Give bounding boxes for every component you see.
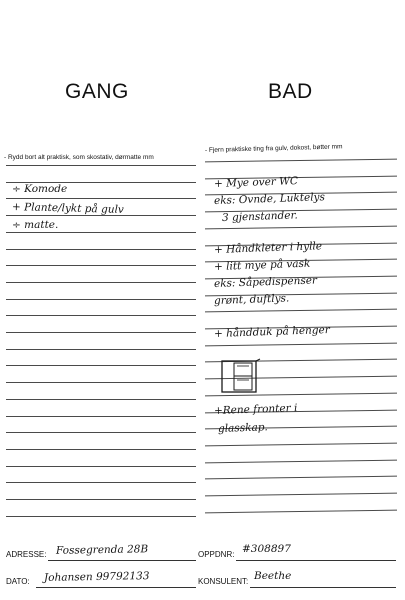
adresse-value: Fossegrenda 28B bbox=[55, 543, 149, 557]
ruled-line bbox=[6, 299, 196, 300]
ruled-line bbox=[6, 349, 196, 350]
dato-value: Johansen 99792133 bbox=[43, 570, 150, 584]
bad-heading: BAD bbox=[268, 80, 313, 103]
konsulent-underline bbox=[250, 587, 396, 588]
konsulent-label: KONSULENT: bbox=[198, 577, 249, 586]
cabinet-sketch bbox=[220, 358, 262, 396]
bad-note: + håndduk på henger bbox=[213, 323, 330, 340]
ruled-line bbox=[6, 416, 196, 417]
bad-note: glasskap. bbox=[217, 421, 268, 435]
ruled-line bbox=[6, 516, 196, 517]
gang-note: + Plante/lykt på gulv bbox=[11, 201, 124, 216]
ruled-line bbox=[6, 232, 196, 233]
ruled-line bbox=[6, 466, 196, 467]
ruled-line bbox=[6, 365, 196, 366]
ruled-line bbox=[6, 165, 196, 166]
gang-instruction: - Rydd bort alt praktisk, som skostativ, dørmatte mm bbox=[4, 154, 154, 161]
bad-note: grønt, duftlys. bbox=[213, 292, 290, 307]
ruled-line bbox=[6, 482, 196, 483]
konsulent-value: Beethe bbox=[254, 570, 292, 582]
dato-label: DATO: bbox=[6, 577, 30, 586]
sketch-stroke bbox=[256, 359, 260, 361]
ruled-line bbox=[6, 265, 196, 266]
ruled-line bbox=[205, 443, 397, 447]
bad-note: + Mye over WC bbox=[213, 175, 299, 190]
ruled-line bbox=[6, 249, 196, 250]
ruled-line bbox=[6, 315, 196, 316]
bad-note: 3 gjenstander. bbox=[221, 209, 298, 224]
ruled-line bbox=[205, 493, 397, 497]
ruled-line bbox=[205, 509, 397, 513]
ruled-line bbox=[205, 309, 397, 313]
bad-note: eks: Ovnde, Luktelys bbox=[213, 191, 326, 207]
ruled-line bbox=[205, 459, 397, 463]
gang-heading: GANG bbox=[65, 80, 129, 103]
bad-note: eks: Såpedispenser bbox=[213, 274, 318, 290]
ruled-line bbox=[6, 449, 196, 450]
ruled-line bbox=[6, 382, 196, 383]
oppdnr-value: #308897 bbox=[242, 543, 291, 555]
ruled-line bbox=[6, 282, 196, 283]
ruled-line bbox=[205, 342, 397, 346]
ruled-line bbox=[6, 499, 196, 500]
gang-note: ÷ Komode bbox=[12, 183, 68, 195]
adresse-label: ADRESSE: bbox=[6, 550, 47, 559]
bad-note: +Rene fronter i bbox=[213, 402, 298, 417]
ruled-line bbox=[205, 225, 397, 229]
ruled-line bbox=[6, 399, 196, 400]
ruled-line bbox=[6, 332, 196, 333]
gang-note: ÷ matte. bbox=[12, 219, 59, 231]
ruled-line bbox=[6, 432, 196, 433]
adresse-underline bbox=[48, 560, 196, 561]
ruled-line bbox=[6, 198, 196, 199]
bad-note: + Håndkleter i hylle bbox=[213, 240, 323, 256]
oppdnr-label: OPPDNR: bbox=[198, 550, 235, 559]
bad-note: + litt mye på vask bbox=[213, 257, 311, 273]
ruled-line bbox=[205, 159, 397, 163]
ruled-line bbox=[205, 476, 397, 480]
dato-underline bbox=[36, 587, 196, 588]
bad-instruction: - Fjern praktiske ting fra gulv, dokost, bøtter mm bbox=[204, 143, 343, 154]
oppdnr-underline bbox=[236, 560, 396, 561]
